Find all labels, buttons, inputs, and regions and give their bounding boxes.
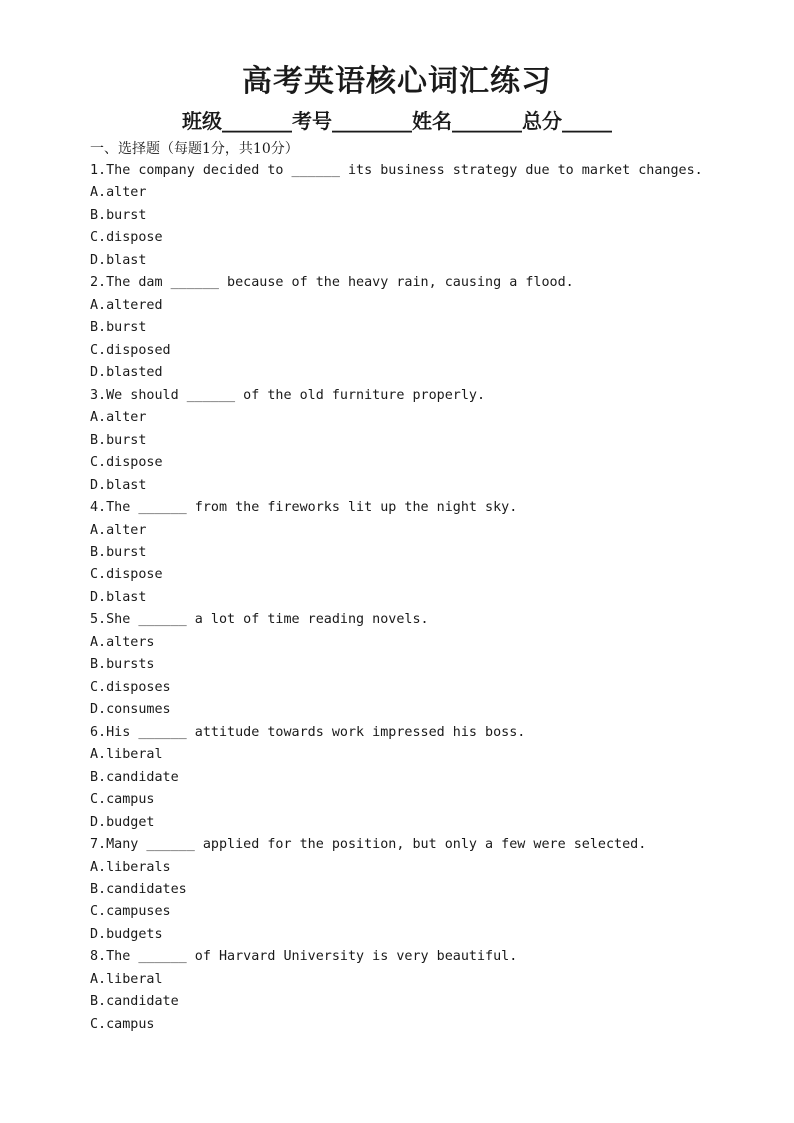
option-c: C.dispose: [90, 455, 163, 471]
option-a: A.alter: [90, 522, 147, 538]
option-a: A.alters: [90, 634, 155, 650]
page-title: 高考英语核心词汇练习: [242, 64, 552, 99]
option-c: C.dispose: [90, 567, 163, 583]
question-stem: 3.We should ______ of the old furniture properly.: [90, 387, 486, 403]
question-stem: 2.The dam ______ because of the heavy rain, causing a flood.: [90, 275, 574, 291]
option-a: A.liberal: [90, 971, 163, 987]
option-b: B.candidates: [90, 882, 187, 897]
question-stem: 8.The ______ of Harvard University is very beautiful.: [90, 949, 518, 965]
question-stem: 4.The ______ from the fireworks lit up the night sky.: [90, 500, 518, 516]
option-b: B.burst: [90, 207, 147, 223]
option-c: C.campus: [90, 1016, 155, 1032]
question-stem: 6.His ______ attitude towards work impressed his boss.: [90, 724, 526, 740]
option-b: B.candidate: [90, 769, 179, 785]
section-heading: 一、选择题（每题1分，共10分）: [90, 141, 299, 157]
option-b: B.bursts: [90, 657, 155, 673]
option-b: B.burst: [90, 544, 147, 560]
option-c: C.disposed: [90, 342, 171, 358]
option-d: D.budget: [90, 814, 155, 830]
option-d: D.blast: [90, 589, 147, 605]
option-b: B.candidate: [90, 994, 179, 1010]
question-stem: 7.Many ______ applied for the position, but only a few were selected.: [90, 837, 647, 853]
option-d: D.consumes: [90, 702, 171, 718]
question-stem: 1.The company decided to ______ its business strategy due to market changes.: [90, 163, 703, 178]
option-c: C.disposes: [90, 679, 171, 695]
option-c: C.campuses: [90, 904, 171, 920]
option-d: D.budgets: [90, 926, 163, 942]
option-d: D.blast: [90, 477, 147, 493]
option-d: D.blast: [90, 252, 147, 268]
student-info-line: 班级_______考号________姓名_______总分_____: [182, 109, 612, 133]
option-a: A.alter: [90, 185, 147, 201]
option-a: A.altered: [90, 297, 163, 313]
option-c: C.dispose: [90, 230, 163, 246]
question-stem: 5.She ______ a lot of time reading novels.: [90, 612, 429, 628]
option-a: A.liberals: [90, 859, 171, 875]
option-a: A.alter: [90, 410, 147, 426]
option-c: C.campus: [90, 792, 155, 808]
option-b: B.burst: [90, 432, 147, 448]
option-a: A.liberal: [90, 747, 163, 763]
option-b: B.burst: [90, 320, 147, 336]
option-d: D.blasted: [90, 365, 163, 381]
